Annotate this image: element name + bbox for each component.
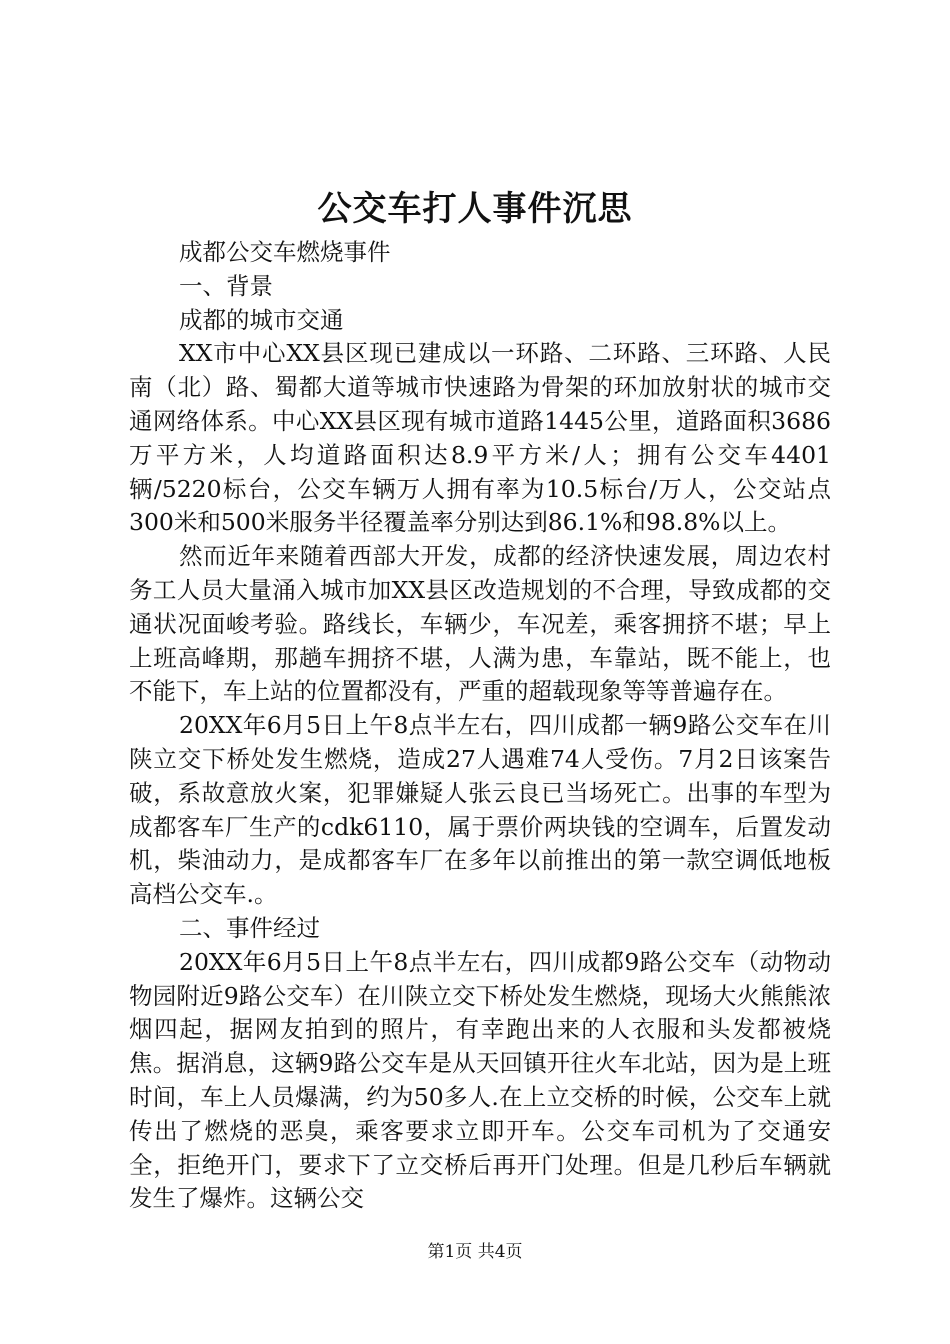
document-body — [129, 236, 831, 1216]
section-subheading-city-traffic: 成都的城市交通 — [179, 305, 344, 334]
paragraph-incident-details: 20XX年6月5日上午8点半左右，四川成都9路公交车（动物动物园附近9路公交车）在川陕立交下桥处发生燃烧，现场大火熊熊浓烟四起，据网友拍到的照片，有幸跑出来的人衣服和头发都被烧焦。据消息，这辆9路公交车是从天回镇开往火车北站，因为是上班时间，车上人员爆满，约为50多人.在上立交桥的时候，公交车上就传出了燃烧的恶臭，乘客要求立即开车。公交车司机为了交通安全，拒绝开门，要求下了立交桥后再开门处理。但是几秒后车辆就发生了爆炸。这辆公交 — [129, 947, 831, 1213]
document-subtitle: 成都公交车燃烧事件 — [179, 238, 391, 266]
paragraph-traffic-network: XX市中心XX县区现已建成以一环路、二环路、三环路、人民南（北）路、蜀都大道等城市快速路为骨架的环加放射状的城市交通网络体系。中心XX县区现有城市道路1445公里，道路面积3686万平方米，人均道路面积达8.9平方米/人；拥有公交车4401辆/5220标台，公交车辆万人拥有率为10.5标台/万人，公交站点300米和500米服务半径覆盖率分别达到86.1%和98.8%以上。 — [129, 339, 831, 537]
document-title: 公交车打人事件沉思 — [317, 189, 633, 229]
page-footer: 第1页 共4页 — [427, 1242, 523, 1262]
section-heading-background: 一、背景 — [179, 271, 273, 300]
section-heading-incident: 二、事件经过 — [179, 913, 320, 942]
paragraph-incident-summary: 20XX年6月5日上午8点半左右，四川成都一辆9路公交车在川陕立交下桥处发生燃烧，造成27人遇难74人受伤。7月2日该案告破，系故意放火案，犯罪嫌疑人张云良已当场死亡。出事的车型为成都客车厂生产的cdk6110，属于票价两块钱的空调车，后置发动机，柴油动力，是成都客车厂在多年以前推出的第一款空调低地板高档公交车.。 — [129, 711, 831, 909]
paragraph-traffic-conditions: 然而近年来随着西部大开发，成都的经济快速发展，周边农村务工人员大量涌入城市加XX县区改造规划的不合理，导致成都的交通状况面峻考验。路线长，车辆少，车况差，乘客拥挤不堪；早上上班高峰期，那趟车拥挤不堪，人满为患，车靠站，既不能上，也不能下，车上站的位置都没有，严重的超载现象等等普遍存在。 — [129, 542, 831, 706]
